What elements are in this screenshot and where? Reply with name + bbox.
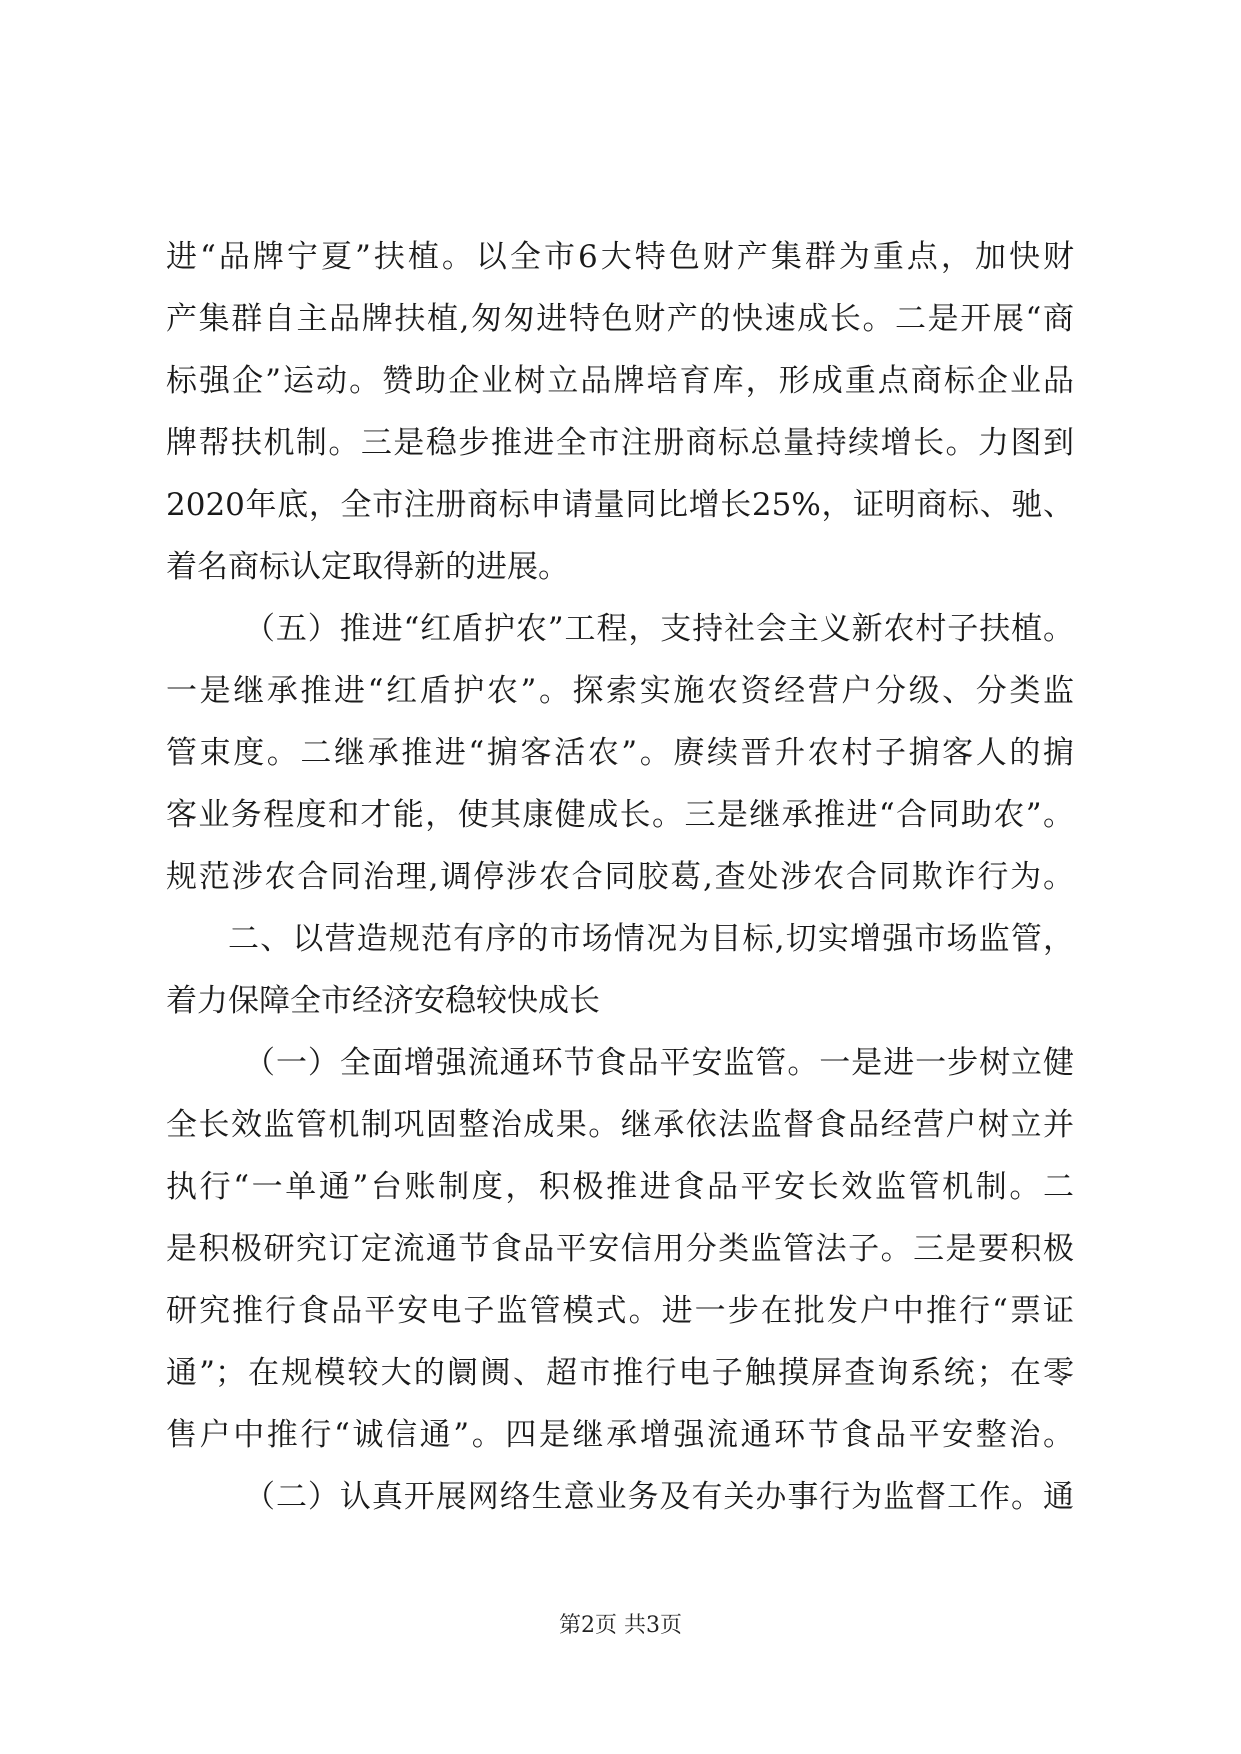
paragraph-line: （二）认真开展网络生意业务及有关办事行为监督工作。通 (244, 1479, 1074, 1515)
paragraph-line: （一）全面增强流通环节食品平安监管。一是进一步树立健 (244, 1045, 1074, 1081)
paragraph-line: 牌帮扶机制。三是稳步推进全市注册商标总量持续增长。力图到 (166, 425, 1074, 461)
body-text (166, 226, 1074, 1528)
paragraph-line: 研究推行食品平安电子监管模式。进一步在批发户中推行“票证 (166, 1293, 1074, 1329)
paragraph-line: 管束度。二继承推进“掮客活农”。赓续晋升农村子掮客人的掮 (166, 735, 1074, 771)
paragraph-line: 客业务程度和才能，使其康健成长。三是继承推进“合同助农”。 (166, 797, 1074, 833)
paragraph-line: 规范涉农合同治理,调停涉农合同胶葛,查处涉农合同欺诈行为。 (166, 859, 1074, 895)
paragraph-line: 产集群自主品牌扶植,匆匆进特色财产的快速成长。二是开展“商 (166, 301, 1074, 337)
paragraph-line: 2020年底，全市注册商标申请量同比增长25%，证明商标、驰、 (166, 487, 1074, 523)
paragraph-line: 一是继承推进“红盾护农”。探索实施农资经营户分级、分类监 (166, 673, 1074, 709)
paragraph-line: 着名商标认定取得新的进展。 (166, 549, 569, 585)
paragraph-line: 进“品牌宁夏”扶植。以全市6大特色财产集群为重点，加快财 (166, 239, 1074, 275)
paragraph-line: 是积极研究订定流通节食品平安信用分类监管法子。三是要积极 (166, 1231, 1074, 1267)
paragraph-line: （五）推进“红盾护农”工程，支持社会主义新农村子扶植。 (244, 611, 1074, 647)
paragraph-line: 执行“一单通”台账制度，积极推进食品平安长效监管机制。二 (166, 1169, 1074, 1205)
page-number-footer: 第2页 共3页 (559, 1613, 682, 1638)
section-heading-line: 二、以营造规范有序的市场情况为目标,切实增强市场监管， (228, 921, 1074, 957)
paragraph-line: 售户中推行“诚信通”。四是继承增强流通环节食品平安整治。 (166, 1417, 1074, 1453)
section-heading-line: 着力保障全市经济安稳较快成长 (166, 983, 600, 1019)
paragraph-line: 全长效监管机制巩固整治成果。继承依法监督食品经营户树立并 (166, 1107, 1074, 1143)
paragraph-line: 标强企”运动。赞助企业树立品牌培育库，形成重点商标企业品 (166, 363, 1074, 399)
paragraph-line: 通”；在规模较大的阛阓、超市推行电子触摸屏查询系统；在零 (166, 1355, 1074, 1391)
